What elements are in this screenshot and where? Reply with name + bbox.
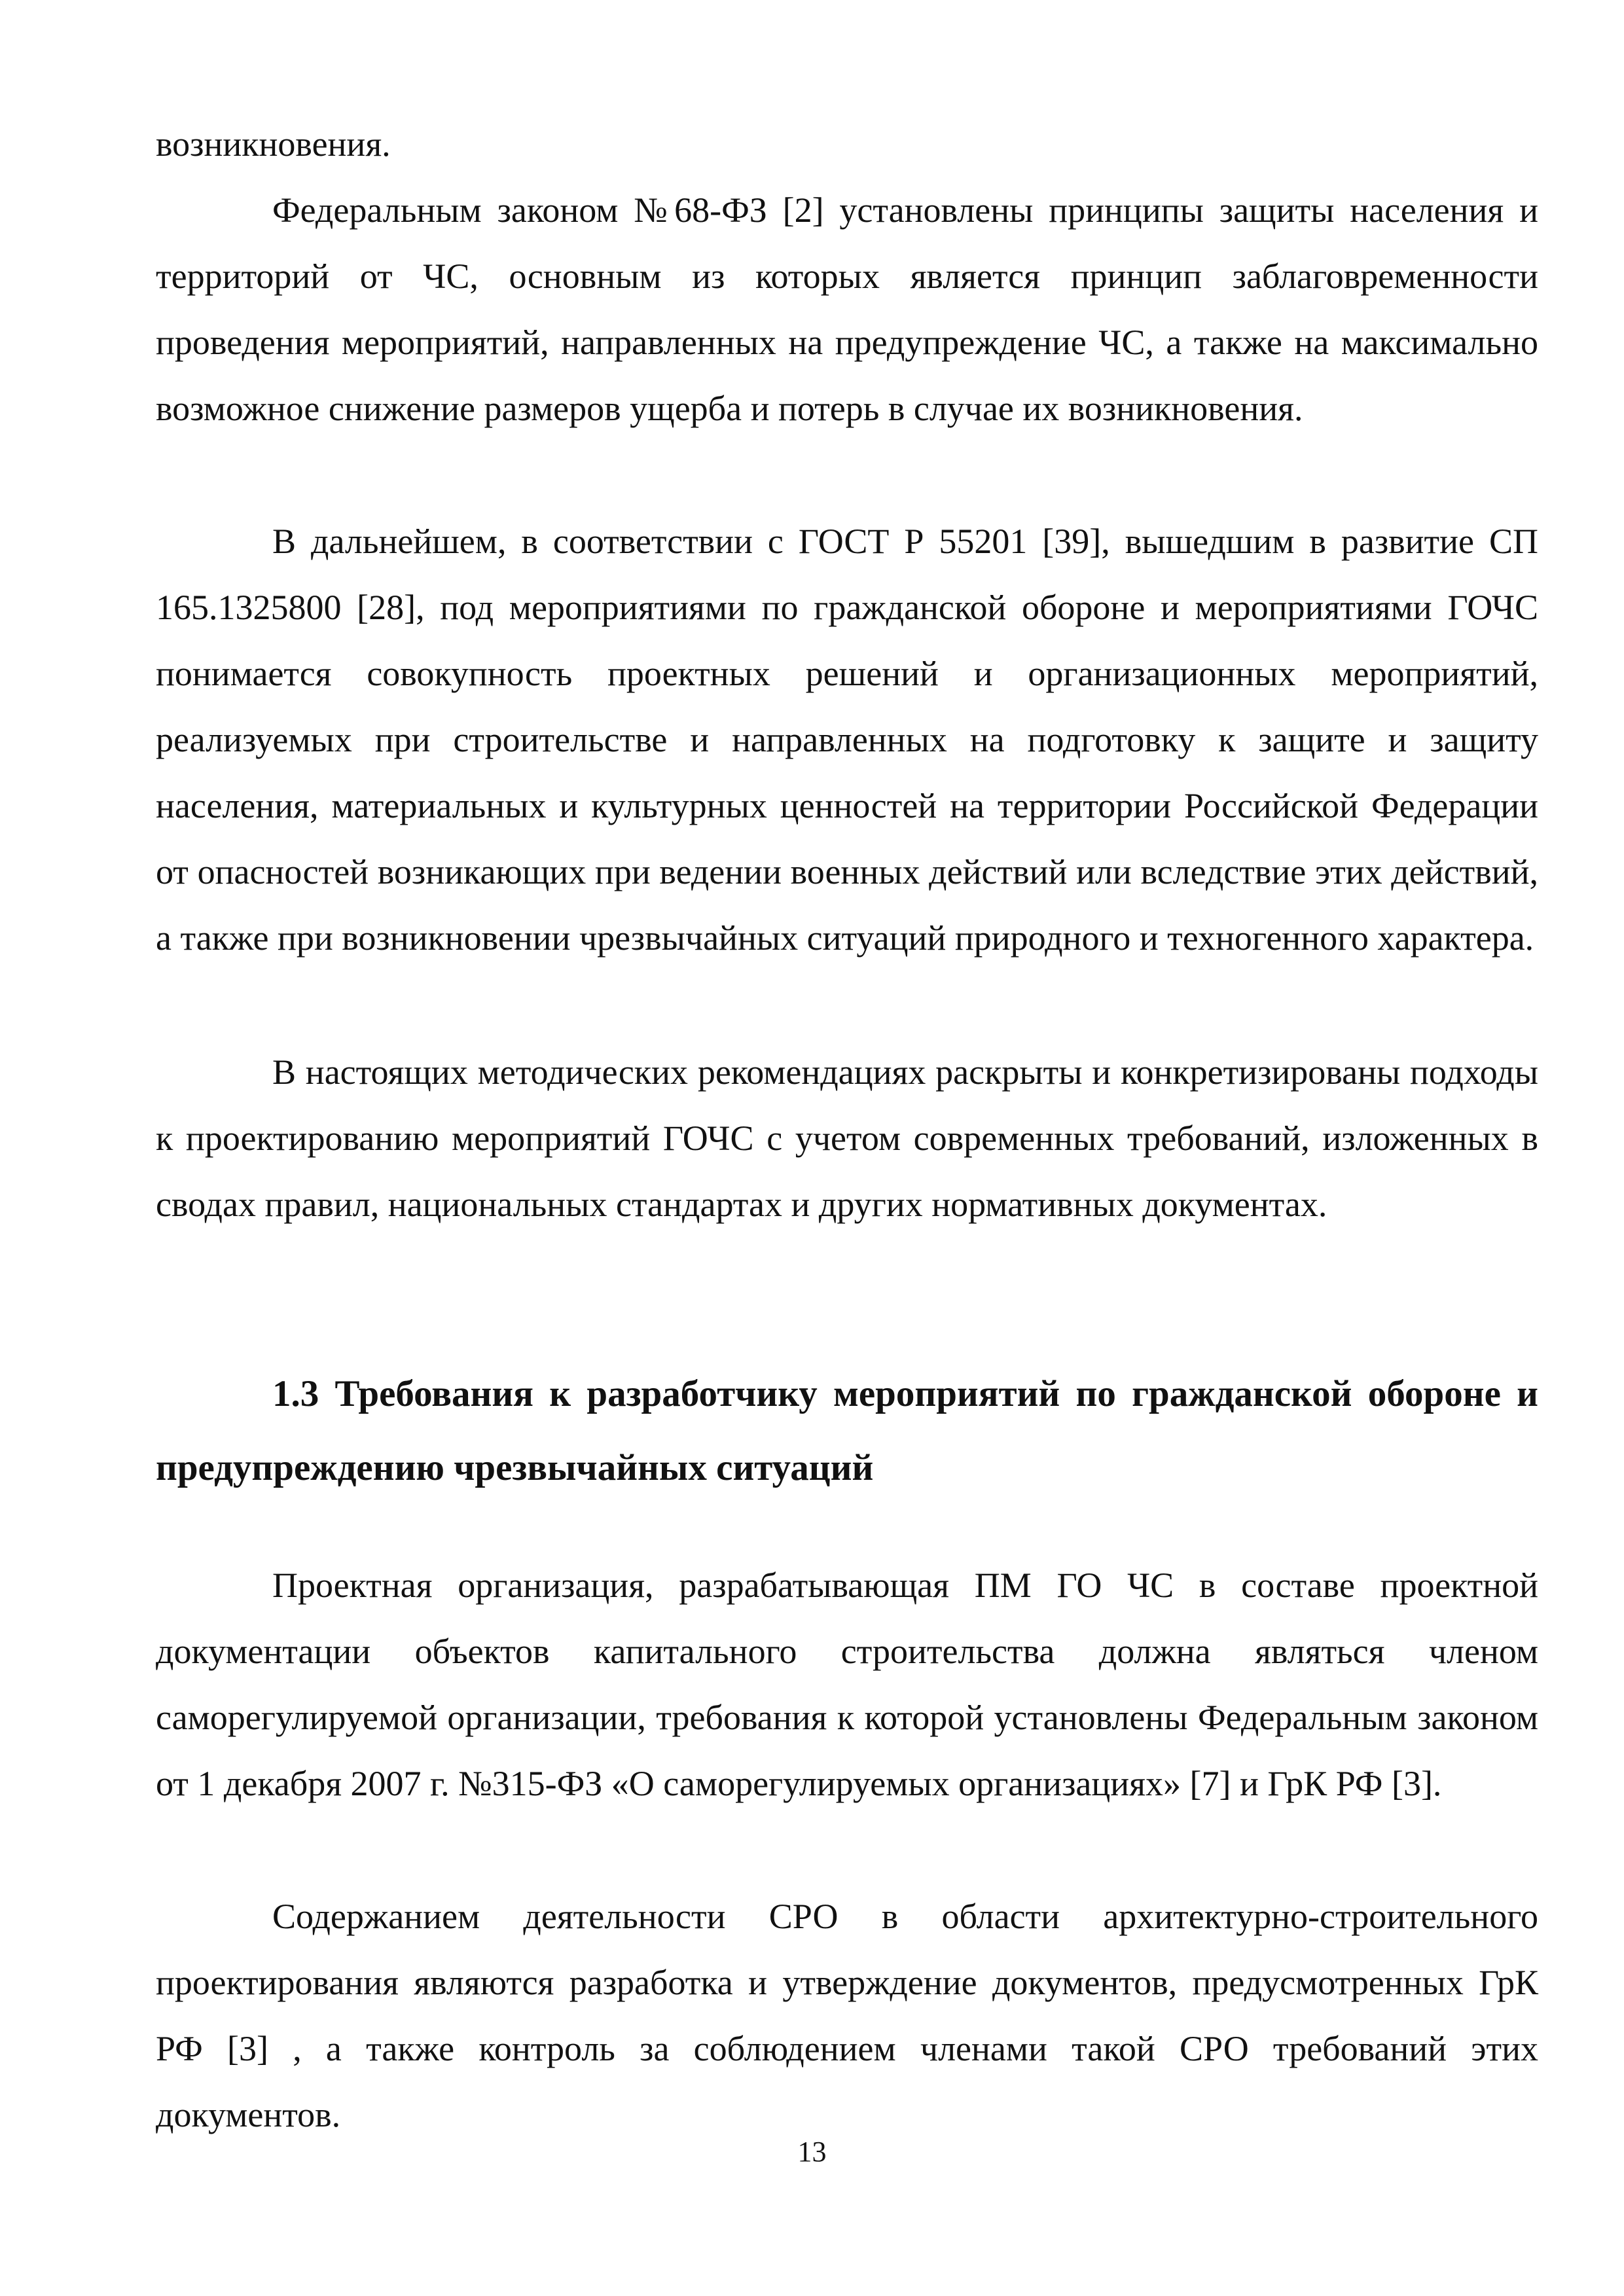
paragraph-federal-law-68: Федеральным законом №68-ФЗ [2] установлены принципы защиты населения и территорий от ЧС, основным из которых является принцип заблаговременности проведения мероприятий, направленных на предупреждение ЧС, а также на максимально возможное снижение размеров ущерба и потерь в случае их возникновения.: [156, 190, 1538, 428]
paragraph-gost-definition: В дальнейшем, в соответствии с ГОСТ Р 55201 [39], вышедшим в развитие СП 165.1325800 [28], под мероприятиями по гражданской обороне и мероприятиями ГОЧС понимается совокупность проектных решений и организационных мероприятий, реализуемых при строительстве и направленных на подготовку к защите и защиту населения, материальных и культурных ценностей на территории Российской Федерации от опасностей возникающих при ведении военных действий или вследствие этих действий, а также при возникновении чрезвычайных ситуаций природного и техногенного характера.: [156, 522, 1538, 958]
paragraph-continuation: возникновения.: [156, 124, 391, 164]
page-number: 13: [797, 2136, 827, 2168]
section-heading-1-3: 1.3 Требования к разработчику мероприятий по гражданской обороне и предупреждению чрезвычайных ситуаций: [156, 1373, 1538, 1488]
paragraph-sro-activity: Содержанием деятельности СРО в области архитектурно-строительного проектирования являются разработка и утверждение документов, предусмотренных ГрК РФ [3] , а также контроль за соблюдением членами такой СРО требований этих документов.: [156, 1897, 1538, 2134]
paragraph-recommendations: В настоящих методических рекомендациях раскрыты и конкретизированы подходы к проектированию мероприятий ГОЧС с учетом современных требований, изложенных в сводах правил, национальных стандартах и других нормативных документах.: [156, 1052, 1538, 1224]
paragraph-design-organization: Проектная организация, разрабатывающая ПМ ГО ЧС в составе проектной документации объектов капитального строительства должна являться членом саморегулируемой организации, требования к которой установлены Федеральным законом от 1 декабря 2007 г. №315-ФЗ «О саморегулируемых организациях» [7] и ГрК РФ [3].: [156, 1566, 1538, 1803]
